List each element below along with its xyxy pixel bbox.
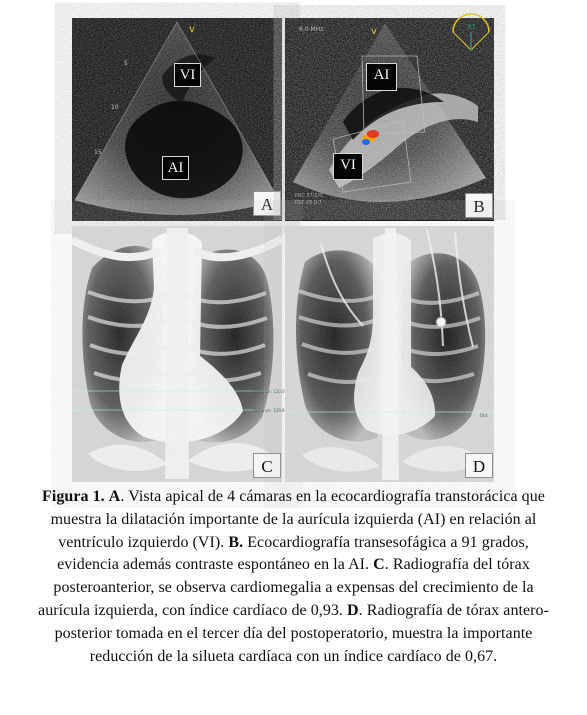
svg-text:v: v	[371, 26, 377, 37]
svg-text:PST 23 0.7: PST 23 0.7	[295, 200, 322, 206]
caption-panel-d-text: . Radiografía de tórax antero-posterior tomada en el tercer día del postoperatorio, muestra la importante reducción de la silueta cardíaca con un índice cardíaco de 0,67.	[54, 601, 549, 665]
svg-text:v: v	[189, 24, 195, 35]
anteroposterior-chest-xray	[285, 226, 494, 482]
panel-d-label: D	[465, 453, 493, 478]
caption-panel-b-label: B.	[228, 533, 244, 551]
caption-panel-a-text: . Vista apical de 4 cámaras en la ecocardiografía transtorácica que muestra la dilatación importante de la aurícula izquierda (AI) en relación al ventrículo izquierdo (VI).	[50, 488, 545, 551]
caption-panel-c-text: . Radiografía del tórax posteroanterior, se observa cardiomegalia a expensas del crecimiento de la aurícula izquierda, con índice cardíaco de 0,93.	[38, 556, 534, 619]
figure-label: Figura 1.	[42, 488, 105, 505]
caption-panel-a-label: A	[108, 488, 121, 505]
svg-text:5: 5	[124, 60, 128, 67]
svg-text:PRC 37/1/0: PRC 37/1/0	[295, 193, 323, 199]
caption-panel-b-text: Ecocardiografía transesofágica a 91 grados, evidencia además contraste espontáneo en la AI.	[57, 533, 529, 574]
panel-a-label: A	[253, 191, 281, 216]
left-ventricle-label-b: VI	[333, 153, 363, 180]
panel-d-chest-xray	[285, 226, 494, 482]
left-ventricle-label: VI	[174, 63, 201, 87]
panel-c-label: C	[253, 453, 281, 478]
panel-c-chest-xray	[72, 226, 282, 482]
panel-b-echo-image	[285, 18, 494, 221]
figure-caption	[32, 486, 555, 668]
transesophageal-echo-image	[285, 18, 494, 221]
transthoracic-echo-image	[72, 18, 282, 221]
left-atrium-label-b: AI	[366, 63, 397, 91]
posteroanterior-chest-xray	[72, 226, 282, 482]
panel-b-label: B	[465, 193, 493, 218]
left-atrium-label: AI	[162, 156, 189, 180]
panel-a-echo-image	[72, 18, 282, 221]
svg-text:10: 10	[111, 104, 119, 111]
probe-angle-label: 91	[467, 23, 476, 31]
caption-panel-d-label: D	[347, 601, 359, 619]
svg-text:15: 15	[94, 149, 102, 156]
caption-panel-c-label: C	[373, 556, 385, 574]
svg-text:6.0 MHz: 6.0 MHz	[299, 26, 324, 33]
